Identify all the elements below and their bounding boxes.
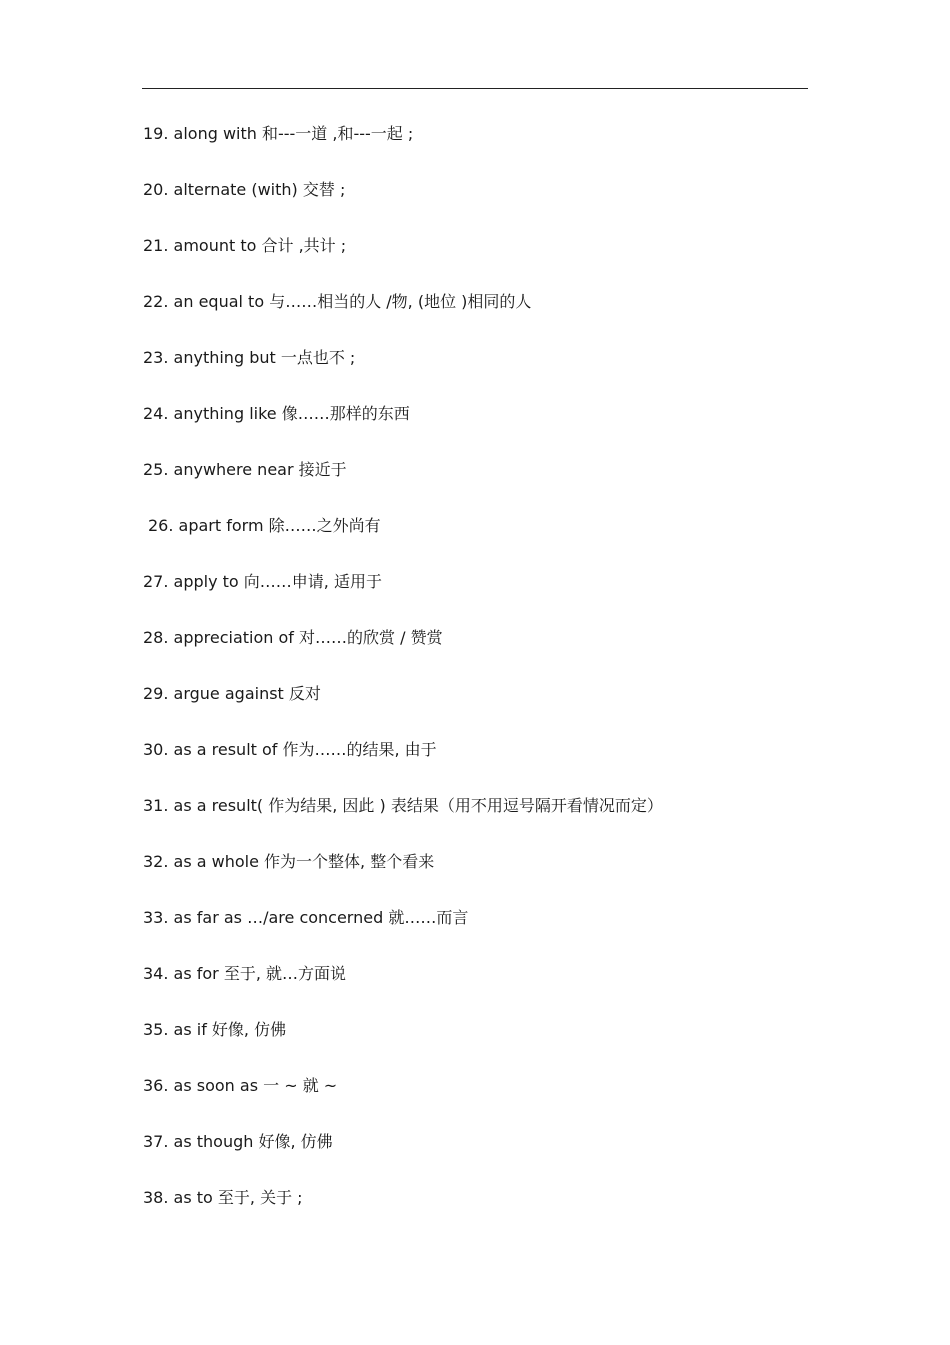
list-item: 26. apart form 除……之外尚有 (148, 516, 381, 535)
list-item: 27. apply to 向……申请, 适用于 (143, 572, 382, 591)
list-item: 32. as a whole 作为一个整体, 整个看来 (143, 852, 435, 871)
list-item: 24. anything like 像……那样的东西 (143, 404, 410, 423)
list-item: 23. anything but 一点也不 ; (143, 348, 356, 367)
list-item: 33. as far as …/are concerned 就……而言 (143, 908, 469, 927)
list-item: 36. as soon as 一 ~ 就 ~ (143, 1076, 338, 1095)
list-item: 34. as for 至于, 就…方面说 (143, 964, 347, 983)
list-item: 21. amount to 合计 ,共计 ; (143, 236, 347, 255)
list-item: 35. as if 好像, 仿佛 (143, 1020, 287, 1039)
list-item: 38. as to 至于, 关于 ; (143, 1188, 303, 1207)
list-item: 19. along with 和---一道 ,和---一起 ; (143, 124, 414, 143)
list-item: 28. appreciation of 对……的欣赏 / 赞赏 (143, 628, 443, 647)
list-item: 31. as a result( 作为结果, 因此 ) 表结果（用不用逗号隔开看情况而定） (143, 796, 663, 815)
list-item: 37. as though 好像, 仿佛 (143, 1132, 333, 1151)
header-rule (142, 88, 808, 89)
list-item: 20. alternate (with) 交替 ; (143, 180, 346, 199)
list-item: 29. argue against 反对 (143, 684, 321, 703)
list-item: 30. as a result of 作为……的结果, 由于 (143, 740, 437, 759)
phrase-list (143, 120, 823, 1240)
list-item: 25. anywhere near 接近于 (143, 460, 347, 479)
list-item: 22. an equal to 与……相当的人 /物, (地位 )相同的人 (143, 292, 532, 311)
